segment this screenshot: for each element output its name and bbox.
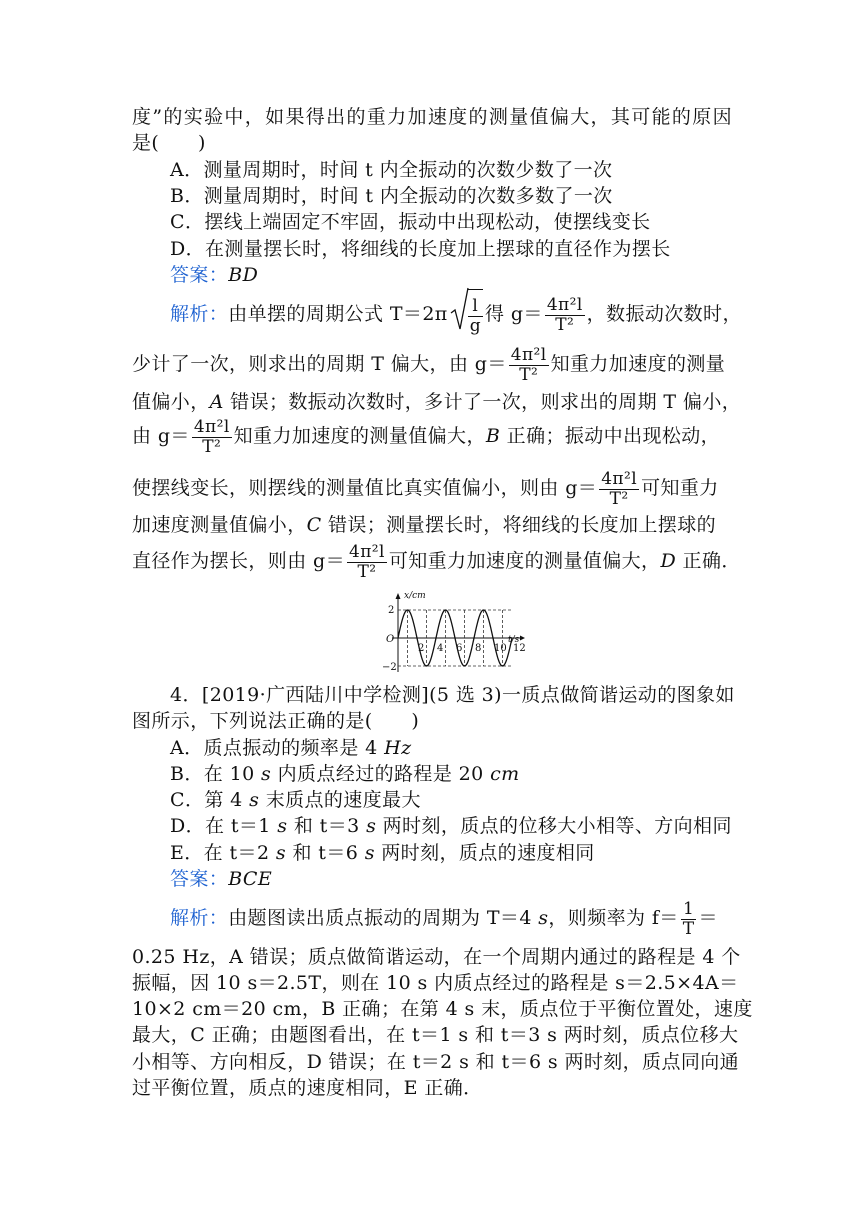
- origin-label: O: [386, 634, 395, 645]
- x-tick-label: 12: [513, 643, 526, 654]
- q3-explanation-line5: 使摆线变长，则摆线的测量值比真实值偏小，则由 g＝ $\frac{\text{4π²l}}{\text{T²}}$ 可知重力: [132, 468, 719, 509]
- x-tick-label: 2: [418, 643, 425, 654]
- q4-answer: [170, 866, 770, 892]
- answer-value: BCE: [228, 868, 273, 890]
- oscillation-graph: [352, 588, 532, 676]
- q4-explanation-line3: 振幅，因 10 s＝2.5T，则在 10 s 内质点经过的路程是 s＝2.5×4A＝: [132, 972, 739, 994]
- answer-label: 答案：: [170, 264, 229, 286]
- y-axis-arrow: [396, 593, 401, 599]
- q3-explanation-line6: 加速度测量值偏小，C 错误；测量摆长时，将细线的长度加上摆球的: [132, 514, 717, 536]
- x-tick-label: 8: [475, 643, 482, 654]
- x-tick-label: 6: [456, 643, 463, 654]
- q3-answer: [170, 262, 770, 288]
- y-tick-label: 2: [388, 605, 395, 616]
- q3-stem-line2: 是( ): [132, 132, 206, 154]
- q3-explanation-line4: 由 g＝ $\frac{\text{4π²l}}{\text{T²}}$ 知重力加速度的测量值偏大，B 正确；振动中出现松动，: [132, 416, 721, 457]
- q4-stem-line1: 4．[2019·广西陆川中学检测](5 选 3)一质点做简谐运动的图象如: [170, 684, 735, 706]
- q4-option-b: B．在 10 s 内质点经过的路程是 20 cm: [170, 763, 520, 785]
- x-tick-label: 4: [437, 643, 444, 654]
- q4-explanation-line1: 解析：由题图读出质点振动的周期为 T＝4 s，则频率为 f＝ $\frac{1}{T}$ ＝: [170, 898, 718, 939]
- x-tick-label: 10: [494, 643, 507, 654]
- q3-stem-line1: 度”的实验中，如果得出的重力加速度的测量值偏大，其可能的原因: [132, 106, 732, 128]
- q3-explanation-line3: 值偏小，A 错误；数振动次数时，多计了一次，则求出的周期 T 偏小，: [132, 391, 742, 413]
- fraction: $\frac{1}{T}$: [682, 898, 695, 939]
- q3-option-b: B．测量周期时，时间 t 内全振动的次数多数了一次: [170, 185, 613, 207]
- q4-option-c: C．第 4 s 末质点的速度最大: [170, 789, 421, 811]
- q4-explanation-line5: 最大，C 正确；由题图看出，在 t＝1 s 和 t＝3 s 两时刻，质点位移大: [132, 1024, 739, 1046]
- q4-option-d: D．在 t＝1 s 和 t＝3 s 两时刻，质点的位移大小相等、方向相同: [170, 815, 732, 837]
- q3-explanation-line2: 少计了一次，则求出的周期 T 偏大，由 g＝ $\frac{\text{4π²l}}{\text{T²}}$ 知重力加速度的测量: [132, 344, 726, 385]
- q3-explanation-line7: 直径作为摆长，则由 g＝ $\frac{\text{4π²l}}{\text{T²}}$ 可知重力加速度的测量值偏大，D 正确．: [132, 541, 741, 582]
- q4-explanation-line6: 小相等、方向相反，D 错误；在 t＝2 s 和 t＝6 s 两时刻，质点同向通: [132, 1051, 740, 1073]
- q4-explanation-line7: 过平衡位置，质点的速度相同，E 正确．: [132, 1077, 483, 1099]
- q4-option-a: A．质点振动的频率是 4 Hz: [170, 737, 412, 759]
- q3-option-c: C．摆线上端固定不牢固，振动中出现松动，使摆线变长: [170, 211, 651, 233]
- q3-explanation-line1: 解析：由单摆的周期公式 T＝2π $\frac{l}{g}$ 得 g＝ $\frac{\text{4π²l}}{\text{T²}}$ ，数振动次数时，: [170, 288, 732, 340]
- q3-option-a: A．测量周期时，时间 t 内全振动的次数少数了一次: [170, 159, 613, 181]
- answer-label: 答案：: [170, 868, 229, 890]
- q4-option-e: E．在 t＝2 s 和 t＝6 s 两时刻，质点的速度相同: [170, 842, 595, 864]
- y-tick-label: −2: [382, 662, 397, 673]
- q3-option-d: D．在测量摆长时，将细线的长度加上摆球的直径作为摆长: [170, 238, 671, 260]
- sqrt-formula: $\frac{l}{g}$: [450, 289, 483, 342]
- explanation-label: 解析：: [170, 303, 229, 325]
- q4-explanation-line4: 10×2 cm＝20 cm，B 正确；在第 4 s 末，质点位于平衡位置处，速度: [132, 998, 753, 1020]
- explanation-label: 解析：: [170, 907, 229, 929]
- fraction: $\frac{\text{4π²l}}{\text{T²}}$: [546, 294, 583, 335]
- q4-stem-line2: 图所示，下列说法正确的是( ): [132, 710, 420, 732]
- y-axis-label: x/cm: [404, 591, 426, 601]
- x-axis-label: t/s: [508, 635, 520, 645]
- x-axis-arrow: [520, 636, 525, 641]
- answer-value: BD: [228, 264, 259, 286]
- q4-explanation-line2: 0.25 Hz，A 错误；质点做简谐运动，在一个周期内通过的路程是 4 个: [132, 946, 741, 968]
